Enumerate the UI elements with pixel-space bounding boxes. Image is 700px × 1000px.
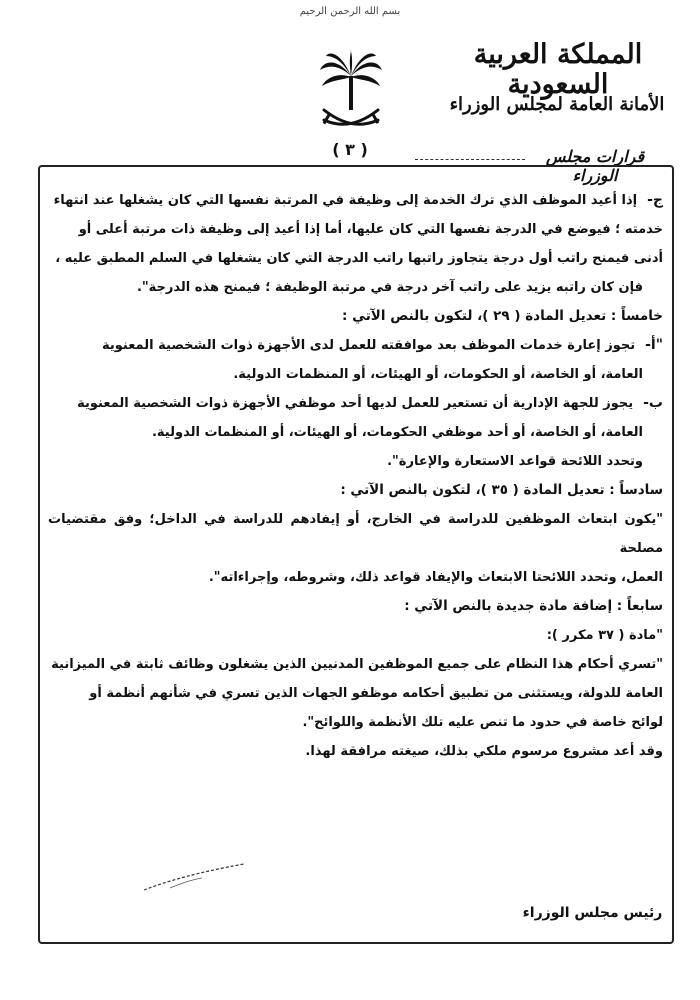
item-j-line: إذا أعيد الموظف الذي ترك الخدمة إلى وظيفة في المرتبة نفسها التي كان يشغلها عند انتهاء	[53, 193, 638, 208]
item-a-mark: "أ-	[645, 337, 663, 353]
seventh-line: العامة للدولة، ويستثنى من تطبيق أحكامه موظفو الجهات الذين تسري في شأنهم أنظمة أو	[89, 686, 663, 701]
item-a	[48, 331, 663, 360]
item-j-line: أدنى فيمنح راتب أول درجة يتجاوز راتبها راتب الدرجة التي كان يشغلها في السلم المطبق عليه ،	[55, 251, 663, 266]
sixth-heading: سادساً : تعديل المادة ( ٣٥ )، لتكون بالنص الآتي :	[340, 482, 663, 498]
regulation-line: وتحدد اللائحة قواعد الاستعارة والإعارة".	[387, 454, 643, 469]
signature-mark-icon	[140, 858, 250, 898]
seventh-heading: سابعاً : إضافة مادة جديدة بالنص الآتي :	[404, 598, 663, 614]
item-j-line: خدمته ؛ فيوضع في الدرجة نفسها التي كان عليها، أما إذا أعيد إلى وظيفة ذات مرتبة أعلى أو	[78, 222, 663, 237]
document-body	[48, 186, 663, 766]
fifth-heading: خامساً : تعديل المادة ( ٢٩ )، لتكون بالنص الآتي :	[341, 308, 663, 324]
page-number: ( ٣ )	[332, 140, 368, 159]
item-b-line: العامة، أو الخاصة، أو أحد موظفي الحكومات، أو الهيئات، أو المنظمات الدولية.	[151, 425, 643, 440]
item-b-mark: ب-	[643, 395, 663, 411]
palm-swords-emblem-icon	[318, 50, 384, 136]
article-label: "مادة ( ٣٧ مكرر ):	[546, 628, 663, 643]
item-j-line: فإن كان راتبه يزيد على راتب آخر درجة في مرتبة الوظيفة ؛ فيمنح هذه الدرجة".	[136, 280, 643, 295]
item-b	[48, 389, 663, 418]
seventh-line: لوائح خاصة في حدود ما تنص عليه تلك الأنظمة واللوائح".	[302, 715, 663, 730]
president-signature-label: رئيس مجلس الوزراء	[522, 905, 663, 921]
sixth-line: "يكون ابتعاث الموظفين للدراسة في الخارج، أو إيفادهم للدراسة في الداخل؛ وفق مقتضيات مصلحة	[48, 512, 663, 556]
sixth-line: العمل، وتحدد اللائحتا الابتعاث والإيفاد قواعد ذلك، وشروطه، وإجراءاته".	[208, 570, 663, 585]
item-a-line: العامة، أو الخاصة، أو الحكومات، أو الهيئات، أو المنظمات الدولية.	[233, 367, 643, 382]
basmala-text: بسم الله الرحمن الرحيم	[299, 6, 401, 17]
item-b-line: يجوز للجهة الإدارية أن تستعير للعمل لديها أحد موظفي الأجهزة ذوات الشخصية المعنوية	[77, 396, 634, 411]
decisions-label: قرارات مجلس الوزراء	[545, 147, 645, 185]
kingdom-title: المملكة العربية السعودية	[473, 39, 643, 100]
item-j-mark: ج-	[647, 192, 663, 208]
secretariat-title: الأمانة العامة لمجلس الوزراء	[449, 94, 665, 115]
item-j	[48, 186, 663, 215]
item-a-line: تجوز إعارة خدمات الموظف بعد موافقته للعمل لدى الأجهزة ذوات الشخصية المعنوية	[101, 338, 636, 353]
item-j-text	[48, 186, 637, 215]
closing-line: وقد أعد مشروع مرسوم ملكي بذلك، صيغته مرافقة لهذا.	[305, 744, 663, 759]
decisions-rule	[415, 159, 525, 161]
seventh-line: "تسري أحكام هذا النظام على جميع الموظفين المدنيين الذين يشغلون وظائف ثابتة في الميزانية	[51, 657, 663, 672]
